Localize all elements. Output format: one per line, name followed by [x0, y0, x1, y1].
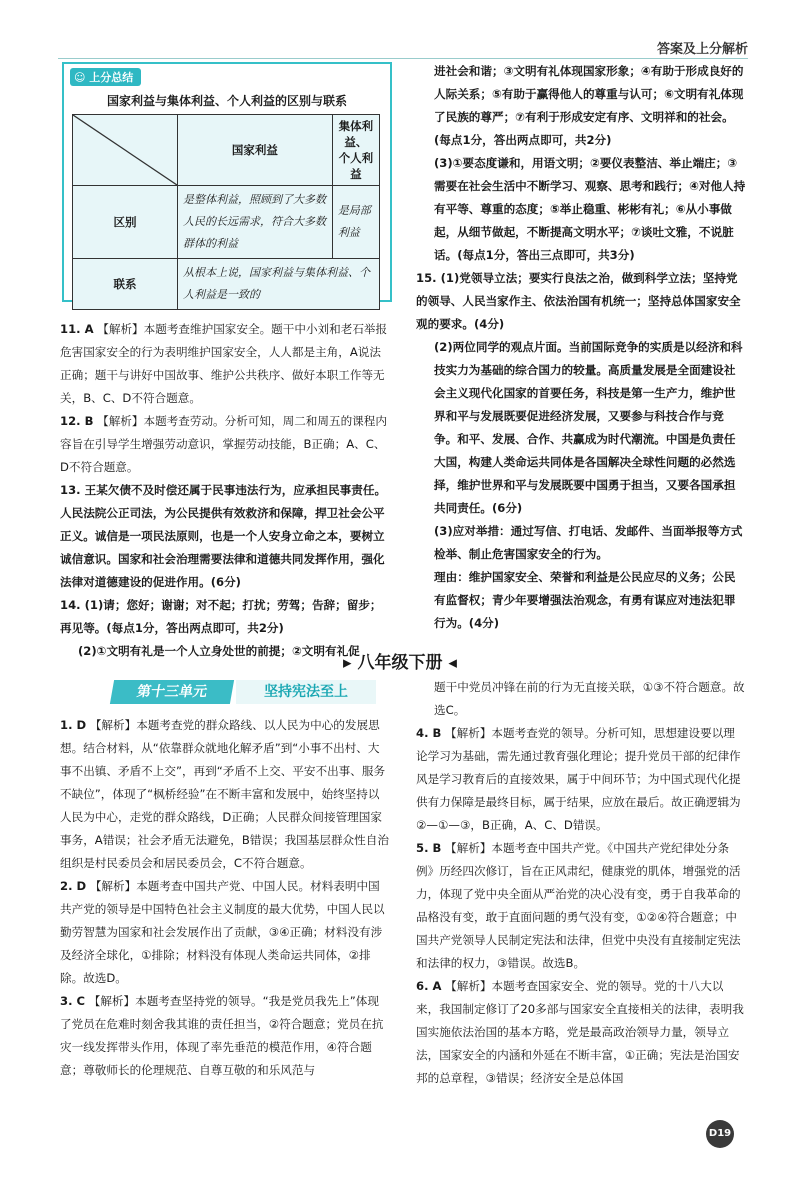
table-row-difference: 区别 [73, 186, 178, 259]
unit-name: 坚持宪法至上 [236, 680, 376, 704]
answer-5-text: 【解析】本题考查中国共产党。《中国共产党纪律处分条例》历经四次修订，旨在正风肃纪，健康党的肌体，增强党的活力，体现了党中央全面从严治党的决心没有变，勇于自我革命的品格没有变，敢于直面问题的勇气没有变，①②④符合题意；中国共产党领导人民制定宪法和法律，但党中央没有直接制定宪法和法律的权力，③错误。故选B。 [416, 841, 741, 970]
answer-5 [416, 837, 746, 975]
tip-box [62, 62, 392, 302]
table-header-national: 国家利益 [178, 115, 333, 186]
answer-14-part3: (3)①要态度谦和，用语文明；②要仪表整洁、举止端庄；③需要在社会生活中不断学习、观察、思考和践行；④对他人持有平等、尊重的态度；⑤举止稳重、彬彬有礼；⑥从小事做起，从细节做起，不断提高文明水平；⑦谈吐文雅，不说脏话。(每点1分，答出三点即可，共3分) [434, 156, 746, 262]
answer-13 [60, 479, 390, 594]
table-row-connection: 联系 [73, 259, 178, 310]
tip-box-title: 国家利益与集体利益、个人利益的区别与联系 [106, 94, 347, 108]
answer-2-text: 【解析】本题考查中国共产党、中国人民。材料表明中国共产党的领导是中国特色社会主义制度的最大优势，中国人民以勤劳智慧为国家和社会发展作出了贡献，③④正确；材料没有涉及经济全球化，①排除；材料没有体现人类命运共同体，②排除。故选D。 [60, 879, 385, 985]
answer-15-number: 15. [416, 271, 437, 285]
answer-11-number: 11. A [60, 322, 94, 336]
answer-14-part2: (2)①文明有礼是一个人立身处世的前提；②文明有礼促 [78, 644, 360, 658]
right-column-top [416, 60, 746, 635]
table-cell-collective-difference: 是局部利益 [332, 186, 379, 259]
answer-3 [60, 990, 390, 1082]
answer-2-number: 2. D [60, 879, 87, 893]
left-column-top [60, 318, 390, 663]
answer-5-number: 5. B [416, 841, 442, 855]
answer-13-text: 王某欠债不及时偿还属于民事违法行为，应承担民事责任。人民法院公正司法，为公民提供有效救济和保障，捍卫社会公平正义。诚信是一项民法原则，也是一个人安身立命之本，要树立诚信意识。国家和社会治理需要法律和道德共同发挥作用，强化法律对道德建设的促进作用。(6分) [60, 483, 387, 589]
running-header: 答案及上分解析 [656, 42, 748, 57]
answer-12 [60, 410, 390, 479]
answer-6-number: 6. A [416, 979, 442, 993]
answer-4-text: 【解析】本题考查党的领导。分析可知，思想建设要以理论学习为基础，需先通过教育强化理论；提升党员干部的纪律作风是学习教育后的直接效果，属于中间环节；为中国式现代化提供有力保障是最终目标，属于结果，应放在最后。故正确逻辑为②—①—③，B正确，A、C、D错误。 [416, 726, 741, 832]
header-rule [58, 58, 748, 59]
table-cell-national-difference: 是整体利益，照顾到了大多数人民的长远需求，符合大多数群体的利益 [178, 186, 333, 259]
page-number: D19 [706, 1120, 734, 1148]
unit-label: 第十三单元 [110, 680, 234, 704]
answer-3-continued: 题干中党员冲锋在前的行为无直接关联，①③不符合题意。故选C。 [434, 680, 745, 717]
answer-1-number: 1. D [60, 718, 87, 732]
comparison-table [72, 114, 380, 310]
answer-1 [60, 714, 390, 875]
table-header-collective-line1: 集体利益、 [338, 119, 374, 149]
answer-15-part3: (3)应对举措：通过写信、打电话、发邮件、当面举报等方式检举、制止危害国家安全的行为。 [434, 524, 743, 561]
answer-4-number: 4. B [416, 726, 442, 740]
answer-6 [416, 975, 746, 1090]
answer-15-part2: (2)两位同学的观点片面。当前国际竞争的实质是以经济和科技实力为基础的综合国力的较量。高质量发展是全面建设社会主义现代化国家的首要任务，科技是第一生产力，维护世界和平与发展既要促进经济发展，又要参与科技合作与竞争。和平、发展、合作、共赢成为时代潮流。中国是负责任大国，构建人类命运共同体是各国解决全球性问题的必然选择，维护世界和平与发展既要中国勇于担当，又要各国承担共同责任。(6分) [434, 340, 743, 515]
answer-15-part1: (1)党领导立法；要实行良法之治，做到科学立法；坚持党的领导、人民当家作主、依法治国有机统一；坚持总体国家安全观的要求。(4分) [416, 271, 741, 331]
answer-12-text: 【解析】本题考查劳动。分析可知，周二和周五的课程内容旨在引导学生增强劳动意识，掌握劳动技能，B正确；A、C、D不符合题意。 [60, 414, 387, 474]
triangle-right-icon: ▸ [343, 653, 352, 673]
answer-4 [416, 722, 746, 837]
left-column-bottom [60, 714, 390, 1082]
answer-3-number: 3. C [60, 994, 86, 1008]
table-corner-diagonal [73, 115, 178, 186]
tip-box-label: ☺ 上分总结 [70, 68, 141, 86]
answer-12-number: 12. B [60, 414, 94, 428]
triangle-left-icon: ◂ [448, 653, 457, 673]
answer-15 [416, 267, 746, 336]
table-header-collective-line2: 个人利益 [338, 151, 374, 181]
answer-14 [60, 594, 390, 640]
unit-banner [112, 680, 352, 704]
answer-6-text: 【解析】本题考查国家安全、党的领导。党的十八大以来，我国制定修订了20多部与国家安全直接相关的法律，表明我国实施依法治国的基本方略，党是最高政治领导力量，领导立法，国家安全的内涵和外延在不断丰富，①正确；宪法是治国安邦的总章程，③错误；经济安全是总体国 [416, 979, 744, 1085]
table-cell-connection: 从根本上说，国家利益与集体利益、个人利益是一致的 [178, 259, 380, 310]
answer-13-number: 13. [60, 483, 81, 497]
tip-box-label-text: 上分总结 [89, 71, 134, 84]
answer-15-part4: 理由：维护国家安全、荣誉和利益是公民应尽的义务；公民有监督权；青少年要增强法治观念，有勇有谋应对违法犯罪行为。(4分) [434, 570, 736, 630]
answer-3-text: 【解析】本题考查坚持党的领导。“我是党员我先上”体现了党员在危难时刻舍我其谁的责任担当，②符合题意；党员在抗灾一线发挥带头作用，体现了率先垂范的模范作用，④符合题意；尊敬师长的伦理规范、自尊互敬的和乐风范与 [60, 994, 384, 1077]
answer-11-text: 【解析】本题考查维护国家安全。题干中小刘和老石举报危害国家安全的行为表明维护国家安全，人人都是主角，A说法正确；题干与讲好中国故事、维护公共秩序、做好本职工作等无关，B、C、D不符合题意。 [60, 322, 388, 405]
answer-2 [60, 875, 390, 990]
section-title [0, 648, 800, 673]
answer-11 [60, 318, 390, 410]
answer-14-continued: 进社会和谐；③文明有礼体现国家形象；④有助于形成良好的人际关系；⑤有助于赢得他人的尊重与认可；⑥文明有礼体现了民族的尊严；⑦有利于形成安定有序、文明祥和的社会。(每点1分，答出两点即可，共2分) [434, 64, 744, 147]
answer-14-number: 14. [60, 598, 81, 612]
right-column-bottom [416, 676, 746, 1090]
answer-1-text: 【解析】本题考查党的群众路线、以人民为中心的发展思想。结合材料，从“依靠群众就地化解矛盾”到“小事不出村、大事不出镇、矛盾不上交”，再到“矛盾不上交、平安不出事、服务不缺位”，体现了“枫桥经验”在不断丰富和发展中，始终坚持以人民为中心，走党的群众路线，D正确；人民群众间接管理国家事务，A错误；社会矛盾无法避免，B错误；我国基层群众性自治组织是村民委员会和居民委员会，C不符合题意。 [60, 718, 389, 870]
answer-14-part1: (1)请；您好；谢谢；对不起；打扰；劳驾；告辞；留步；再见等。(每点1分，答出两点即可，共2分) [60, 598, 382, 635]
section-title-text: 八年级下册 [357, 653, 443, 673]
table-header-collective [332, 115, 379, 186]
